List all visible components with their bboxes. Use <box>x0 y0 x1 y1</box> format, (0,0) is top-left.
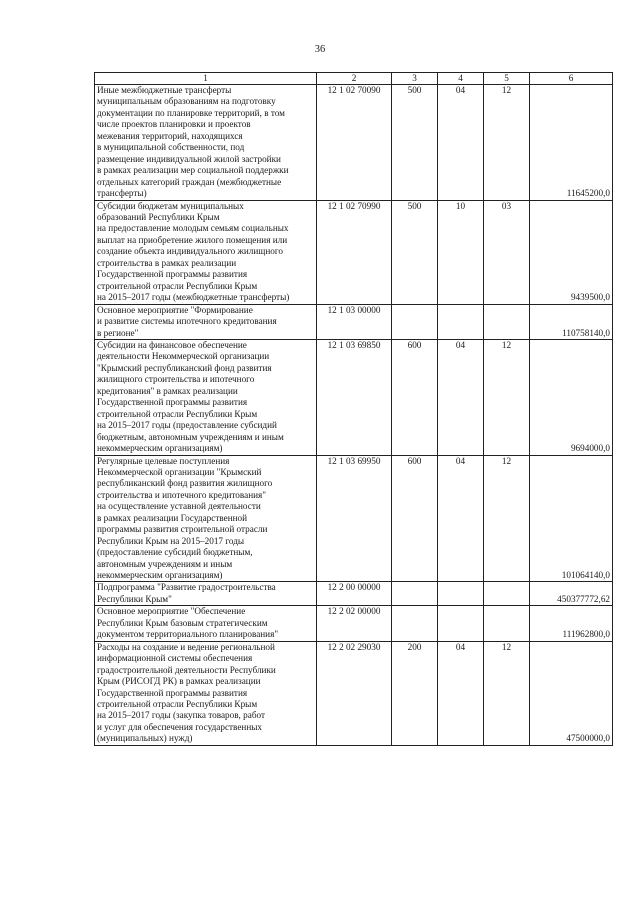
row-col-5: 12 <box>484 641 530 745</box>
row-col-3: 600 <box>392 455 438 582</box>
row-code: 12 2 02 29030 <box>317 641 392 745</box>
row-col-3: 500 <box>392 200 438 304</box>
row-col-5: 12 <box>484 455 530 582</box>
row-name: Иные межбюджетные трансферты муниципальным образованиям на подготовку документации по планировке территорий, в том числе проектов планировки и проектов межевания территорий, находящихся в муниципальной собственности, под размещение индивидуальной жилой застройки в рамках реализации мер социальной поддержки отдельных категорий граждан (межбюджетные трансферты) <box>95 85 317 201</box>
row-sum: 9694000,0 <box>530 339 613 455</box>
row-col-3: 200 <box>392 641 438 745</box>
row-code: 12 1 03 00000 <box>317 304 392 339</box>
row-col-3 <box>392 304 438 339</box>
row-name: Основное мероприятие "Обеспечение Республики Крым базовым стратегическим документом территориального планирования" <box>95 606 317 641</box>
row-col-5 <box>484 606 530 641</box>
table-row <box>95 339 613 455</box>
row-col-3: 500 <box>392 85 438 201</box>
row-col-4: 04 <box>438 641 484 745</box>
header-col-2: 2 <box>317 73 392 85</box>
row-sum: 111962800,0 <box>530 606 613 641</box>
header-col-5: 5 <box>484 73 530 85</box>
row-col-4 <box>438 304 484 339</box>
table-row <box>95 582 613 606</box>
row-sum: 101064140,0 <box>530 455 613 582</box>
table-row <box>95 200 613 304</box>
row-col-4 <box>438 582 484 606</box>
budget-table <box>94 72 613 746</box>
header-col-6: 6 <box>530 73 613 85</box>
row-code: 12 1 03 69950 <box>317 455 392 582</box>
row-name: Подпрограмма "Развитие градостроительства Республики Крым" <box>95 582 317 606</box>
row-sum: 9439500,0 <box>530 200 613 304</box>
row-code: 12 2 02 00000 <box>317 606 392 641</box>
row-code: 12 1 02 70090 <box>317 85 392 201</box>
table-row <box>95 85 613 201</box>
row-col-5 <box>484 304 530 339</box>
table-header-row <box>95 73 613 85</box>
table-row <box>95 606 613 641</box>
row-name: Субсидии бюджетам муниципальных образований Республики Крым на предоставление молодым семьям социальных выплат на приобретение жилого помещения или создание объекта индивидуального жилищного строительства в рамках реализации Государственной программы развития строительной отрасли Республики Крым на 2015–2017 годы (межбюджетные трансферты) <box>95 200 317 304</box>
row-sum: 110758140,0 <box>530 304 613 339</box>
row-sum: 47500000,0 <box>530 641 613 745</box>
row-col-3 <box>392 606 438 641</box>
table-row <box>95 641 613 745</box>
row-name: Регулярные целевые поступления Некоммерческой организации "Крымский республиканский фонд развития жилищного строительства и ипотечного кредитования" на осуществление уставной деятельности в рамках реализации Государственной программы развития строительной отрасли Республики Крым на 2015–2017 годы (предоставление субсидий бюджетным, автономным учреждениям и иным некоммерческим организациям) <box>95 455 317 582</box>
row-col-3 <box>392 582 438 606</box>
row-name: Субсидии на финансовое обеспечение деятельности Некоммерческой организации "Крымский республиканский фонд развития жилищного строительства и ипотечного кредитования" в рамках реализации Государственной программы развития строительной отрасли Республики Крым на 2015–2017 годы (предоставление субсидий бюджетным, автономным учреждениям и иным некоммерческим организациям) <box>95 339 317 455</box>
row-col-5 <box>484 582 530 606</box>
row-col-3: 600 <box>392 339 438 455</box>
row-col-4 <box>438 606 484 641</box>
row-col-5: 12 <box>484 339 530 455</box>
table-row <box>95 304 613 339</box>
row-col-5: 03 <box>484 200 530 304</box>
row-col-4: 04 <box>438 85 484 201</box>
row-col-4: 10 <box>438 200 484 304</box>
table-row <box>95 455 613 582</box>
row-name: Расходы на создание и ведение региональной информационной системы обеспечения градостроительной деятельности Республики Крым (РИСОГД РК) в рамках реализации Государственной программы развития строительной отрасли Республики Крым на 2015–2017 годы (закупка товаров, работ и услуг для обеспечения государственных (муниципальных) нужд) <box>95 641 317 745</box>
row-code: 12 1 03 69850 <box>317 339 392 455</box>
row-sum: 11645200,0 <box>530 85 613 201</box>
page-number: 36 <box>314 44 326 55</box>
row-col-5: 12 <box>484 85 530 201</box>
row-col-4: 04 <box>438 455 484 582</box>
header-col-4: 4 <box>438 73 484 85</box>
row-code: 12 2 00 00000 <box>317 582 392 606</box>
row-col-4: 04 <box>438 339 484 455</box>
row-name: Основное мероприятие "Формирование и развитие системы ипотечного кредитования в регионе" <box>95 304 317 339</box>
header-col-1: 1 <box>95 73 317 85</box>
row-code: 12 1 02 70990 <box>317 200 392 304</box>
row-sum: 450377772,62 <box>530 582 613 606</box>
header-col-3: 3 <box>392 73 438 85</box>
